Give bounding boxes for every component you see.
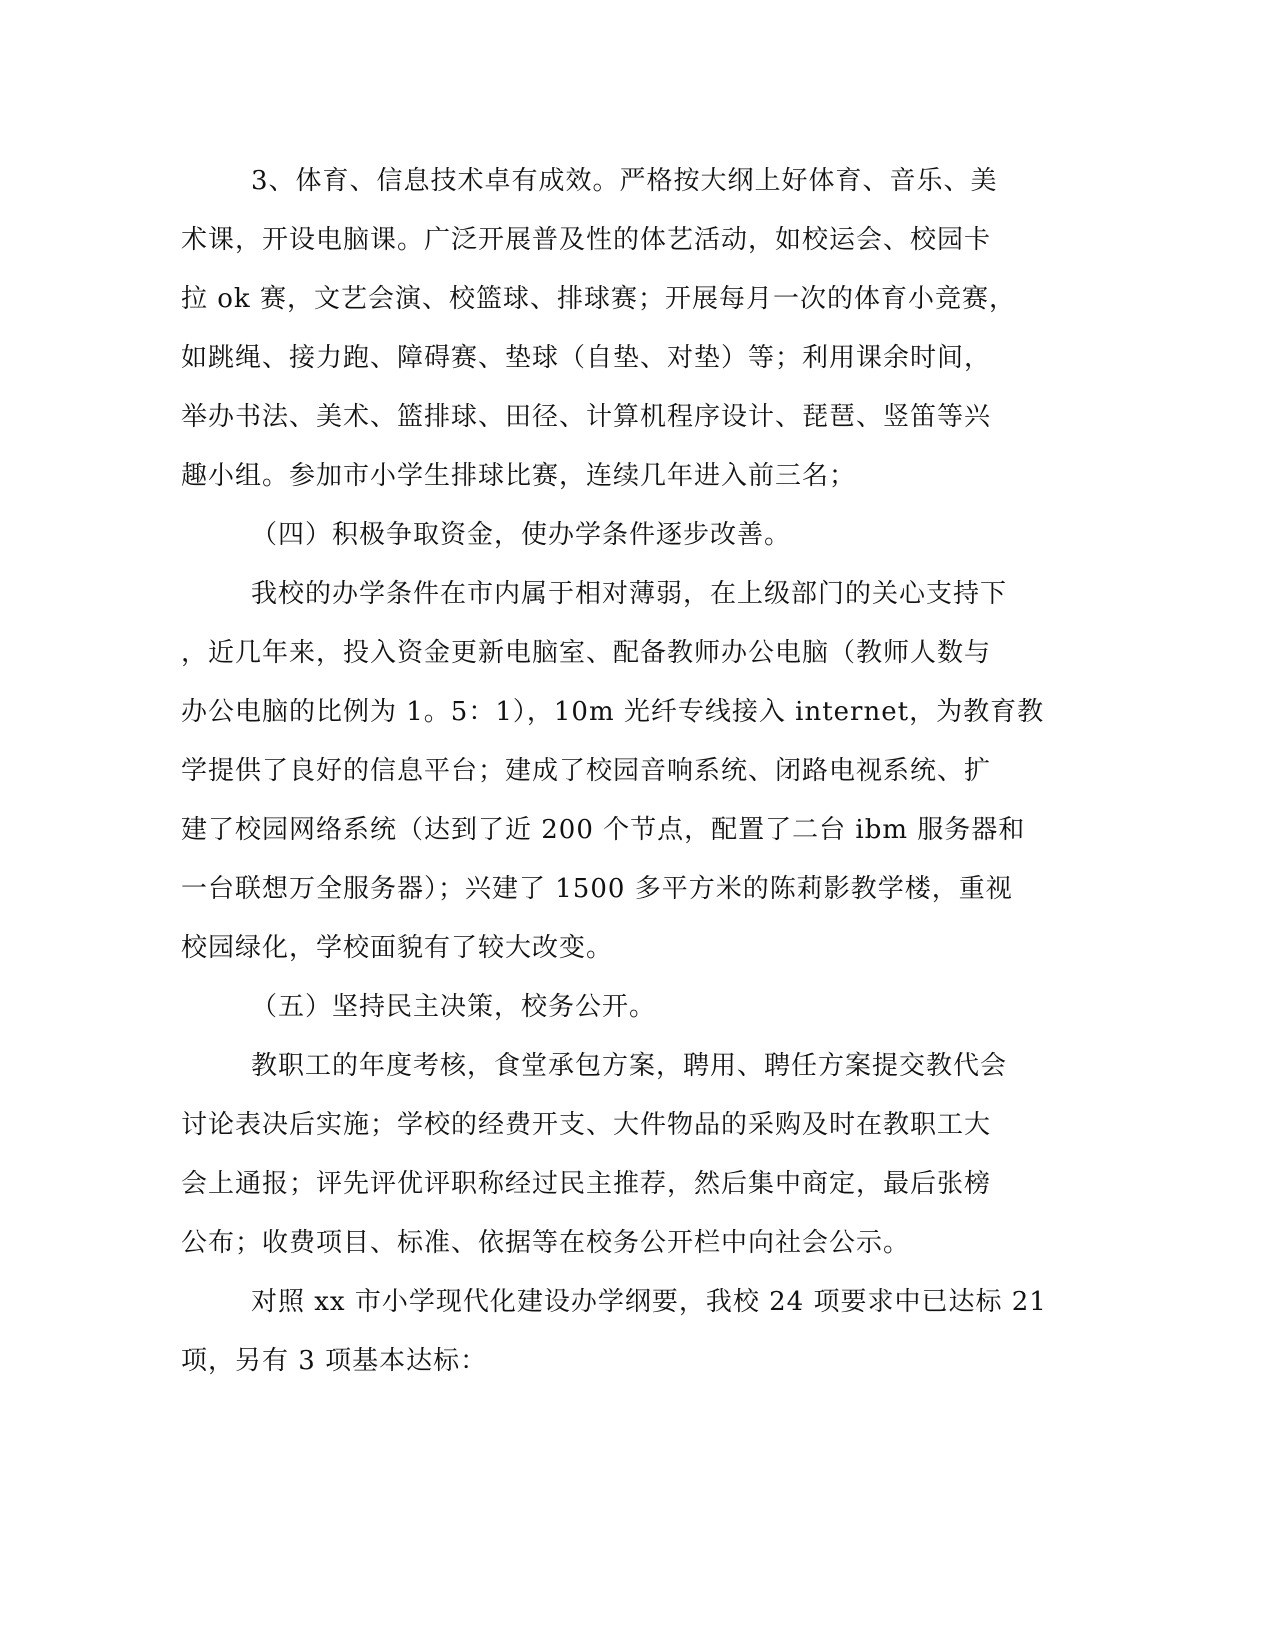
section-heading: （四）积极争取资金，使办学条件逐步改善。 <box>251 520 792 550</box>
text-line: 举办书法、美术、篮排球、田径、计算机程序设计、琵琶、竖笛等兴 <box>181 402 992 432</box>
text-line: 项，另有 3 项基本达标： <box>181 1346 488 1376</box>
text-line: 我校的办学条件在市内属于相对薄弱，在上级部门的关心支持下 <box>251 579 1008 609</box>
text-line: 对照 xx 市小学现代化建设办学纲要，我校 24 项要求中已达标 21 <box>251 1287 1047 1317</box>
text-line: 会上通报；评先评优评职称经过民主推荐，然后集中商定，最后张榜 <box>181 1169 992 1199</box>
text-line: 一台联想万全服务器）；兴建了 1500 多平方米的陈莉影教学楼，重视 <box>181 874 1013 904</box>
text-line: 3、体育、信息技术卓有成效。严格按大纲上好体育、音乐、美 <box>251 166 998 196</box>
section-heading: （五）坚持民主决策，校务公开。 <box>251 992 657 1022</box>
text-line: 建了校园网络系统（达到了近 200 个节点，配置了二台 ibm 服务器和 <box>181 815 1026 845</box>
text-line: 趣小组。参加市小学生排球比赛，连续几年进入前三名； <box>181 461 857 491</box>
text-line: 术课，开设电脑课。广泛开展普及性的体艺活动，如校运会、校园卡 <box>181 225 992 255</box>
text-line: 如跳绳、接力跑、障碍赛、垫球（自垫、对垫）等；利用课余时间， <box>181 343 992 373</box>
text-line: 校园绿化，学校面貌有了较大改变。 <box>181 933 614 963</box>
text-line: 讨论表决后实施；学校的经费开支、大件物品的采购及时在教职工大 <box>181 1110 992 1140</box>
text-line: 学提供了良好的信息平台；建成了校园音响系统、闭路电视系统、扩 <box>181 756 992 786</box>
text-line: 公布；收费项目、标准、依据等在校务公开栏中向社会公示。 <box>181 1228 911 1258</box>
text-line: 教职工的年度考核，食堂承包方案，聘用、聘任方案提交教代会 <box>251 1051 1008 1081</box>
text-line: 办公电脑的比例为 1。5：1），10m 光纤专线接入 internet，为教育教 <box>181 697 1045 727</box>
document-body <box>181 159 1047 1398</box>
text-line: 拉 ok 赛，文艺会演、校篮球、排球赛；开展每月一次的体育小竞赛， <box>181 284 1016 314</box>
text-line: ，近几年来，投入资金更新电脑室、配备教师办公电脑（教师人数与 <box>181 638 992 668</box>
